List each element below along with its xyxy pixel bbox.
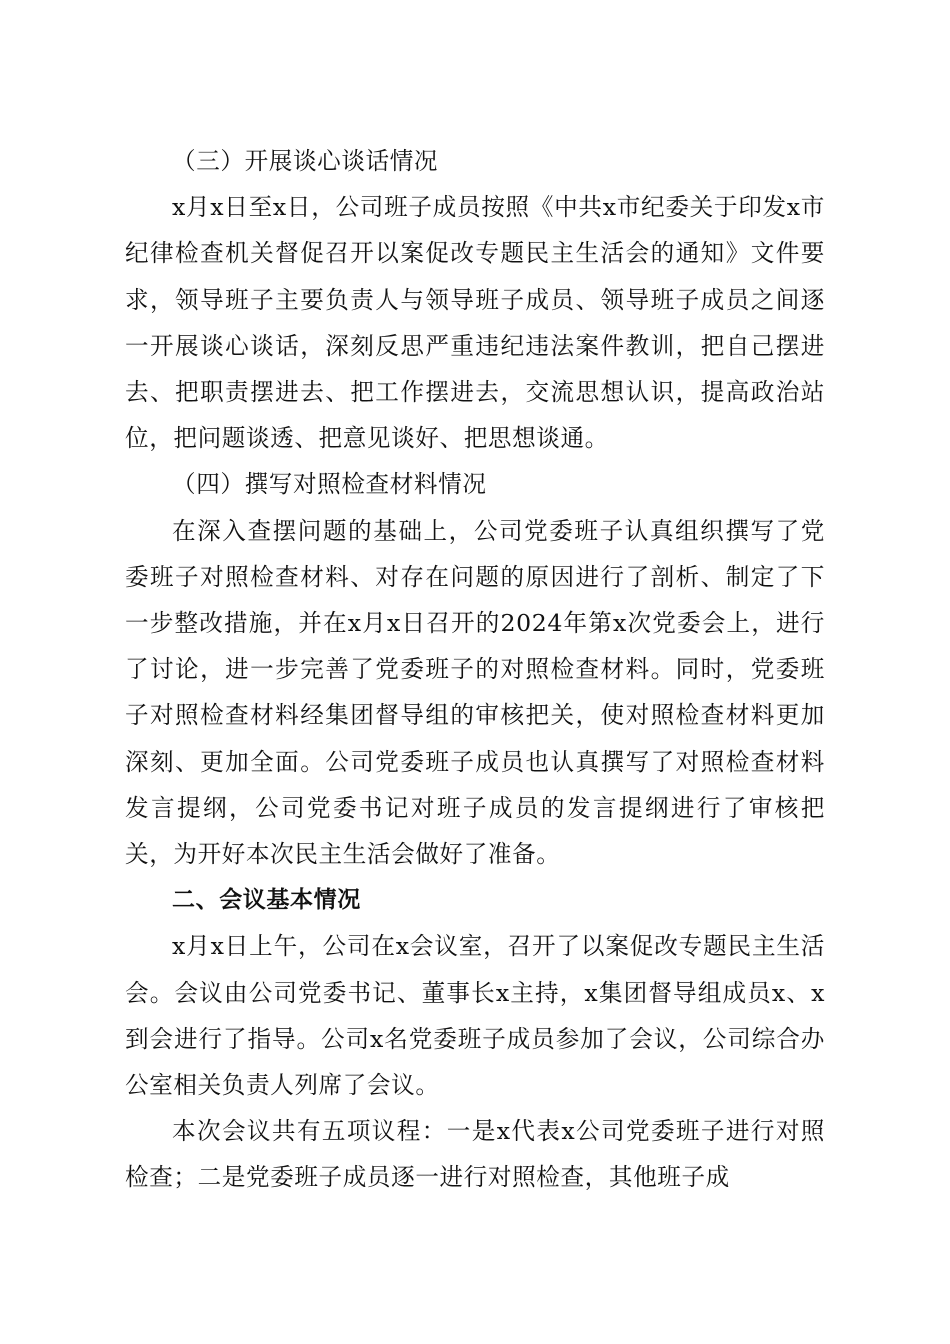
document-body xyxy=(125,138,825,1201)
meeting-paragraph-1: x月x日上午，公司在x会议室，召开了以案促改专题民主生活会。会议由公司党委书记、董事长x主持，x集团督导组成员x、x到会进行了指导。公司x名党委班子成员参加了会议，公司综合办公室相关负责人列席了会议。 xyxy=(125,932,825,1100)
section-4-heading: （四）撰写对照检查材料情况 xyxy=(172,470,487,499)
section-two-heading: 二、会议基本情况 xyxy=(172,887,361,914)
section-3-heading: （三）开展谈心谈话情况 xyxy=(172,147,439,175)
section-4-paragraph: 在深入查摆问题的基础上，公司党委班子认真组织撰写了党委班子对照检查材料、对存在问题的原因进行了剖析、制定了下一步整改措施，并在x月x日召开的2024年第x次党委会上，进行了讨论，进一步完善了党委班子的对照检查材料。同时，党委班子对照检查材料经集团督导组的审核把关，使对照检查材料更加深刻、更加全面。公司党委班子成员也认真撰写了对照检查材料发言提纲，公司党委书记对班子成员的发言提纲进行了审核把关，为开好本次民主生活会做好了准备。 xyxy=(125,516,825,869)
section-3-paragraph: x月x日至x日，公司班子成员按照《中共x市纪委关于印发x市纪律检查机关督促召开以案促改专题民主生活会的通知》文件要求，领导班子主要负责人与领导班子成员、领导班子成员之间逐一开展谈心谈话，深刻反思严重违纪违法案件教训，把自己摆进去、把职责摆进去、把工作摆进去，交流思想认识，提高政治站位，把问题谈透、把意见谈好、把思想谈通。 xyxy=(125,193,825,453)
meeting-paragraph-2: 本次会议共有五项议程：一是x代表x公司党委班子进行对照检查；二是党委班子成员逐一进行对照检查，其他班子成 xyxy=(125,1117,825,1192)
